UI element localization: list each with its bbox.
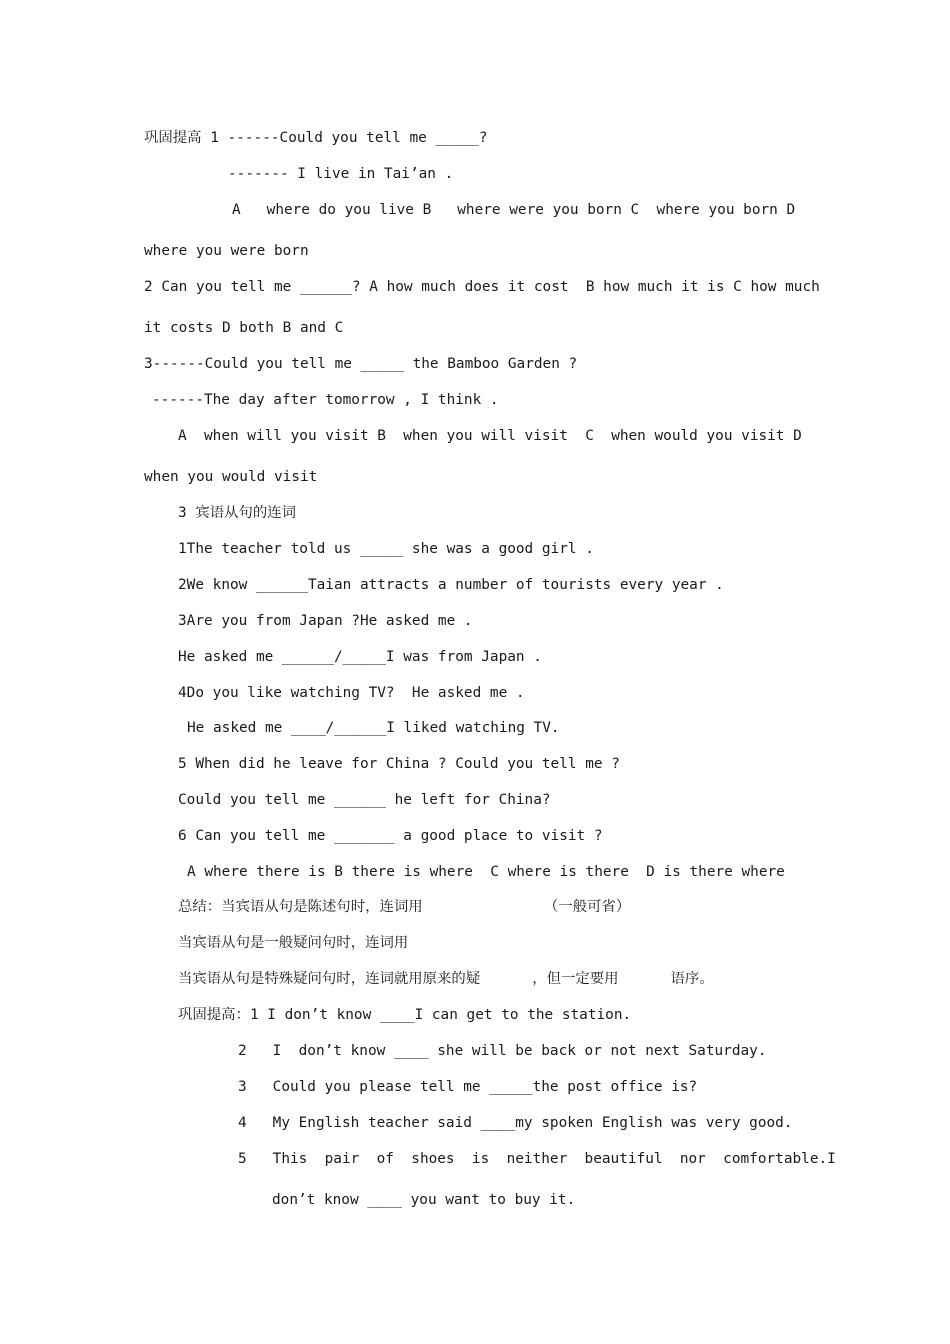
text-line: 巩固提高：1 I don’t know ____I can get to the station. [178, 1007, 632, 1023]
summary-line: 当宾语从句是特殊疑问句时，连词就用原来的疑 ，但一定要用 语序。 [178, 971, 714, 987]
text-line: 4 My English teacher said ____my spoken English was very good. [238, 1115, 793, 1131]
text-line: 1The teacher told us _____ she was a good girl . [178, 541, 594, 557]
text-line: ------The day after tomorrow , I think . [152, 392, 499, 408]
summary-line: 当宾语从句是一般疑问句时，连词用 [178, 935, 409, 951]
text-line: 2 Can you tell me ______? A how much does it cost B how much it is C how much [144, 279, 820, 295]
section-heading: 3 宾语从句的连词 [178, 505, 297, 521]
text-line: 5 When did he leave for China ? Could you tell me ? [178, 756, 620, 772]
text-line: 3Are you from Japan ?He asked me . [178, 613, 473, 629]
text-line: Could you tell me ______ he left for China? [178, 792, 551, 808]
text-line: 6 Can you tell me _______ a good place to visit ? [178, 828, 603, 844]
summary-line: 总结：当宾语从句是陈述句时，连词用 （一般可省） [178, 899, 631, 915]
text-line: ------- I live in Tai’an . [228, 166, 454, 182]
text-line: He asked me ______/_____I was from Japan . [178, 649, 542, 665]
text-line: 4Do you like watching TV? He asked me . [178, 685, 525, 701]
text-line: don’t know ____ you want to buy it. [272, 1192, 576, 1208]
text-line: A where there is B there is where C where is there D is there where [187, 864, 785, 880]
text-line: A where do you live B where were you born C where you born D [232, 202, 796, 218]
text-line: where you were born [144, 243, 309, 259]
text-line: A when will you visit B when you will visit C when would you visit D [178, 428, 802, 444]
text-line: it costs D both B and C [144, 320, 344, 336]
text-line: 2We know ______Taian attracts a number of tourists every year . [178, 577, 724, 593]
text-line: He asked me ____/______I liked watching TV. [187, 720, 560, 736]
text-line: 5 This pair of shoes is neither beautiful nor comfortable.I [238, 1151, 836, 1167]
text-line: 2 I don’t know ____ she will be back or not next Saturday. [238, 1043, 767, 1059]
text-line: 3 Could you please tell me _____the post office is? [238, 1079, 698, 1095]
text-line: 3------Could you tell me _____ the Bamboo Garden ? [144, 356, 578, 372]
text-line: when you would visit [144, 469, 318, 485]
text-line: 巩固提高 1 ------Could you tell me _____? [144, 130, 488, 146]
